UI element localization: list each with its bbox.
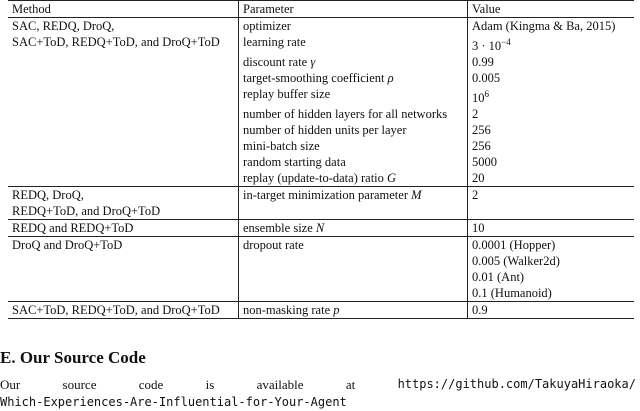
table-row xyxy=(8,18,634,35)
value-cell: $3 \cdot 10^{-4}$ xyxy=(472,37,511,54)
param-cell: in-target minimization parameter M xyxy=(239,187,468,220)
value-cell: 2 xyxy=(468,187,635,220)
param-cell: random starting data xyxy=(239,154,468,170)
param-cell: optimizer xyxy=(239,18,468,35)
value-cell: 0.99 xyxy=(472,55,494,70)
source-code-paragraph: Our source code is available at https://github.com/TakuyaHiraoka/ Which-Experiences-Are-Influential-for-Your-Agent xyxy=(0,377,636,409)
param-cell: ensemble size N xyxy=(239,220,468,237)
param-cell: replay buffer size xyxy=(239,86,468,106)
hyperparameter-table xyxy=(8,0,634,319)
value-cell: 0.005 xyxy=(472,71,501,86)
value-cell: 256 xyxy=(472,139,491,154)
param-cell: target-smoothing coefficient ρ xyxy=(239,70,468,86)
header-value: Value xyxy=(468,1,635,18)
table-row xyxy=(8,302,634,319)
value-cell: 2 xyxy=(472,107,479,122)
table-row xyxy=(8,237,634,302)
value-cell: 0.9 xyxy=(468,302,635,319)
param-cell: discount rate γ xyxy=(239,54,468,70)
method-cell: SAC+ToD, REDQ+ToD, and DroQ+ToD xyxy=(8,302,239,319)
header-parameter: Parameter xyxy=(239,1,468,18)
param-cell: learning rate xyxy=(239,34,468,54)
param-cell: number of hidden layers for all networks xyxy=(239,106,468,122)
method-cell: REDQ, DroQ, REDQ+ToD, and DroQ+ToD xyxy=(8,187,239,220)
param-cell: mini-batch size xyxy=(239,138,468,154)
value-cell: $10^6$ xyxy=(472,89,489,106)
param-cell: number of hidden units per layer xyxy=(239,122,468,138)
value-cell: 5000 xyxy=(472,155,497,170)
section-title: E. Our Source Code xyxy=(0,348,146,367)
header-method: Method xyxy=(8,1,239,18)
repo-link[interactable]: https://github.com/TakuyaHiraoka/ xyxy=(397,377,636,391)
table-row xyxy=(8,187,634,220)
table-row xyxy=(8,220,634,237)
value-cell: 0.0001 (Hopper) 0.005 (Walker2d) 0.01 (Ant) 0.1 (Humanoid) xyxy=(468,237,635,302)
param-cell: replay (update-to-data) ratio G xyxy=(239,170,468,187)
value-cell: Adam (Kingma & Ba, 2015) xyxy=(472,19,616,33)
method-cell: DroQ and DroQ+ToD xyxy=(8,237,239,302)
value-cell: 256 xyxy=(472,123,491,138)
value-cell: 20 xyxy=(472,171,485,186)
method-cell: SAC, REDQ, DroQ, SAC+ToD, REDQ+ToD, and DroQ+ToD xyxy=(8,18,239,187)
repo-link-continued[interactable]: Which-Experiences-Are-Influential-for-Your-Agent xyxy=(0,395,347,409)
param-cell: dropout rate xyxy=(239,237,468,302)
method-cell: REDQ and REDQ+ToD xyxy=(8,220,239,237)
param-cell: non-masking rate p xyxy=(239,302,468,319)
value-cell: 10 xyxy=(468,220,635,237)
